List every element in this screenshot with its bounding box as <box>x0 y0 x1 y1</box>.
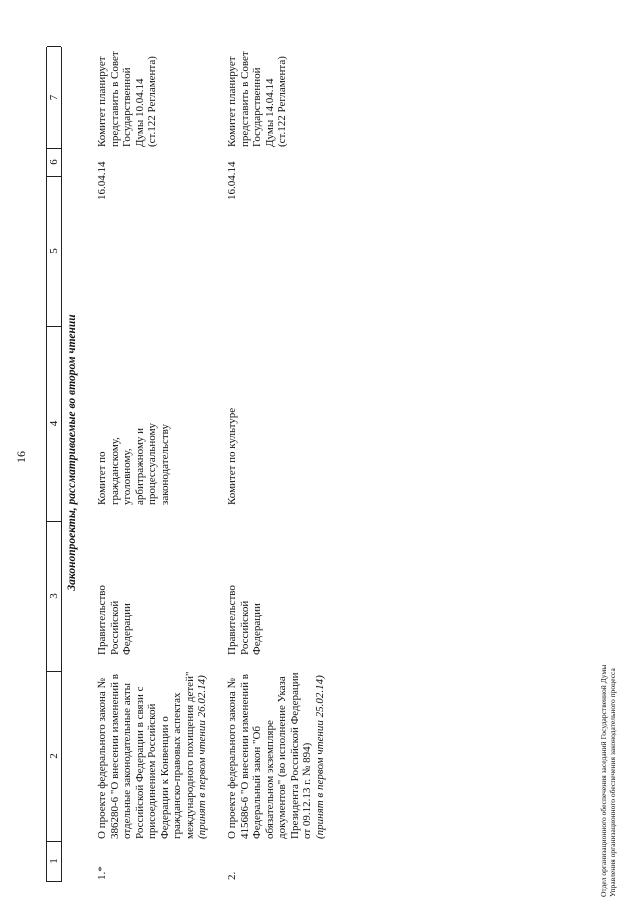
row-1-initiator: Правительство Российской Федерации <box>96 585 133 655</box>
row-2-initiator: Правительство Российской Федерации <box>226 585 263 655</box>
column-header-4: 4 <box>47 326 61 522</box>
row-2-status: (принят в первом чтении 25.02.14) <box>313 675 326 839</box>
column-header-5: 5 <box>47 176 61 327</box>
row-1-status: (принят в первом чтении 26.02.14) <box>196 675 208 839</box>
column-header-2: 2 <box>47 671 61 842</box>
row-2-title-text: О проекте федерального закона № 415686-6 "О внесении изменений в Федеральный закон "Об обязательном экземпляре документов" (во исполнение Указа Президента Российской Федерации от 09.12.13 г. № 894) <box>226 672 313 839</box>
row-2-committee: Комитет по культуре <box>226 407 238 505</box>
row-1-committee: Комитет по гражданскому, уголовному, арбитражному и процессуальному законодательству <box>96 422 171 505</box>
column-header-7: 7 <box>47 46 61 149</box>
column-header-row <box>46 47 62 882</box>
section-title: Законопроекты, рассматриваемые во втором чтении <box>66 314 78 591</box>
footer <box>600 577 617 897</box>
row-2-number: 2. <box>226 871 238 880</box>
row-2-plan: Комитет планирует представить в Совет Государственной Думы 14.04.14 (ст.122 Регламента) <box>226 51 288 147</box>
row-1-date: 16.04.14 <box>96 161 108 200</box>
row-2-title <box>226 661 326 839</box>
column-header-3: 3 <box>47 521 61 672</box>
row-1-title-text: О проекте федерального закона № 386280-6 "О внесении изменений в отдельные законодательные акты Российской Федерации в связи с присоединением Российской Федерации к Конвенции о гражданско-правовых аспектах международного похищения детей" <box>96 671 196 839</box>
row-1-title <box>96 661 209 839</box>
footer-line-1: Отдел организационного обеспечения заседаний Государственной Думы <box>599 664 608 897</box>
row-1-plan: Комитет планирует представить в Совет Государственной Думы 10.04.14 (ст.122 Регламента) <box>96 51 158 147</box>
page-number: 16 <box>14 451 28 463</box>
footer-line-2: Управления организационного обеспечения законодательного процесса <box>607 668 617 897</box>
column-header-1: 1 <box>47 841 61 882</box>
row-2-date: 16.04.14 <box>226 161 238 200</box>
column-header-6: 6 <box>47 148 61 177</box>
row-1-number: 1.* <box>96 866 108 880</box>
